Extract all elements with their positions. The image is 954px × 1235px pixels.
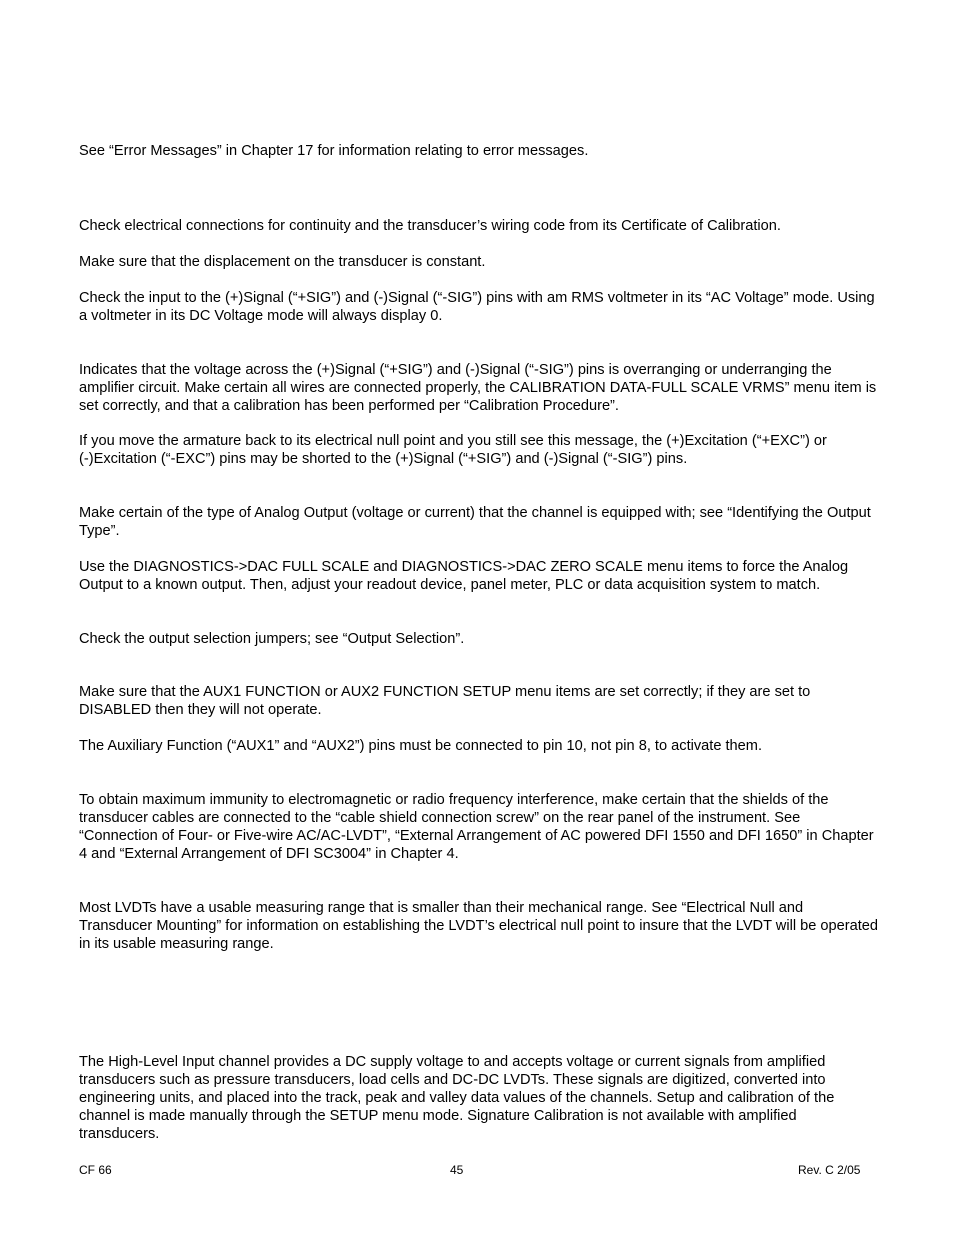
paragraph-displacement: Make sure that the displacement on the transducer is constant. bbox=[79, 254, 486, 270]
paragraph-high-level-input: The High-Level Input channel provides a DC supply voltage to and accepts voltage or current signals from amplified transducers such as pressure transducers, load cells and DC-DC LVDTs. These signals are digitized, converted into engineering units, and placed into the track, peak and valley data values of the channels. Setup and calibration of the channel is made manually through the SETUP menu mode. Signature Calibration is not available with amplified transducers. bbox=[79, 1054, 835, 1143]
paragraph-output-jumpers: Check the output selection jumpers; see “Output Selection”. bbox=[79, 631, 465, 647]
paragraph-aux-pins: The Auxiliary Function (“AUX1” and “AUX2”) pins must be connected to pin 10, not pin 8, to activate them. bbox=[79, 738, 763, 754]
paragraph-error-messages: See “Error Messages” in Chapter 17 for information relating to error messages. bbox=[79, 143, 589, 159]
paragraph-overranging: Indicates that the voltage across the (+)Signal (“+SIG”) and (-)Signal (“-SIG”) pins is overranging or underranging the amplifier circuit. Make certain all wires are connected properly, the CALIBRATION DATA-FULL SCALE VRMS” menu item is set correctly, and that a calibration has been performed per “Calibration Procedure”. bbox=[79, 362, 877, 415]
paragraph-aux-function-setup: Make sure that the AUX1 FUNCTION or AUX2 FUNCTION SETUP menu items are set correctly; if they are set to DISABLED then they will not operate. bbox=[79, 684, 811, 719]
footer-page-number: 45 bbox=[450, 1163, 464, 1177]
paragraph-dac-diagnostics: Use the DIAGNOSTICS->DAC FULL SCALE and DIAGNOSTICS->DAC ZERO SCALE menu items to force the Analog Output to a known output. Then, adjust your readout device, panel meter, PLC or data acquisition system to match. bbox=[79, 559, 849, 594]
paragraph-rms-voltmeter: Check the input to the (+)Signal (“+SIG”) and (-)Signal (“-SIG”) pins with am RMS voltmeter in its “AC Voltage” mode. Using a voltmeter in its DC Voltage mode will always display 0. bbox=[79, 290, 875, 325]
footer-revision: Rev. C 2/05 bbox=[798, 1163, 861, 1177]
paragraph-lvdt-range: Most LVDTs have a usable measuring range that is smaller than their mechanical range. See “Electrical Null and Transducer Mounting” for information on establishing the LVDT’s electrical null point to insure that the LVDT will be operated in its usable measuring range. bbox=[79, 900, 879, 953]
paragraph-analog-output-type: Make certain of the type of Analog Output (voltage or current) that the channel is equipped with; see “Identifying the Output Type”. bbox=[79, 505, 871, 540]
footer-document-code: CF 66 bbox=[79, 1163, 112, 1177]
paragraph-null-point: If you move the armature back to its electrical null point and you still see this message, the (+)Excitation (“+EXC”) or (-)Excitation (“-EXC”) pins may be shorted to the (+)Signal (“+SIG”) and (-)Signal (“-SIG”) pins. bbox=[79, 433, 827, 468]
paragraph-check-connections: Check electrical connections for continuity and the transducer’s wiring code from its Certificate of Calibration. bbox=[79, 218, 781, 234]
paragraph-emi-immunity: To obtain maximum immunity to electromagnetic or radio frequency interference, make certain that the shields of the transducer cables are connected to the “cable shield connection screw” on the rear panel of the instrument. See “Connection of Four- or Five-wire AC/AC-LVDT”, “External Arrangement of AC powered DFI 1550 and DFI 1650” in Chapter 4 and “External Arrangement of DFI SC3004” in Chapter 4. bbox=[79, 792, 874, 863]
